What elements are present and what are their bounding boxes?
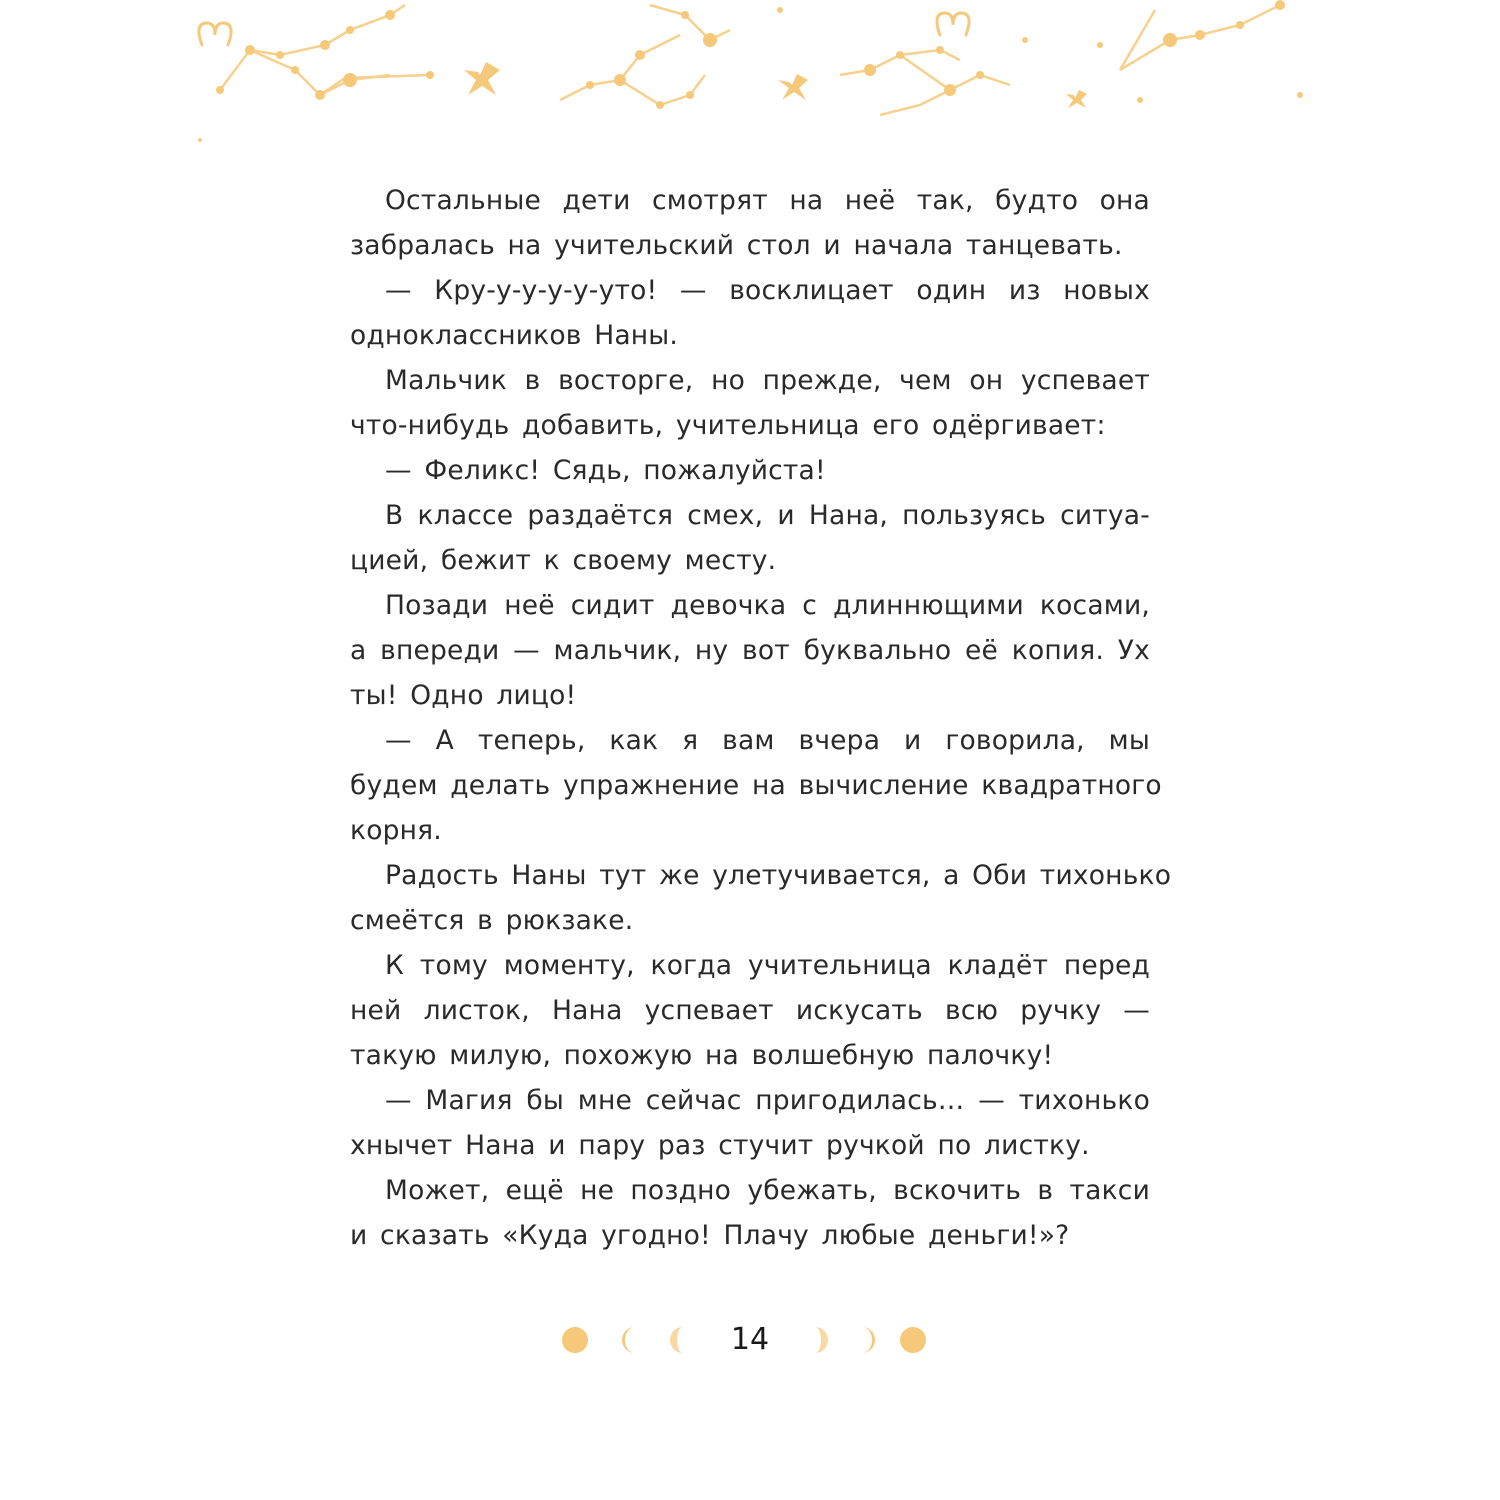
text-line: цией, бежит к своему месту.: [350, 545, 777, 576]
text-line: забралась на учительский стол и начала танцевать.: [350, 230, 1123, 261]
text-line: смеётся в рюкзаке.: [350, 905, 634, 936]
text-line: ней листок, Нана успевает искусать всю ручку —: [350, 995, 1150, 1026]
page-number: 14: [730, 1322, 770, 1357]
body-text: [350, 178, 1172, 1258]
text-line: а впереди — мальчик, ну вот буквально её копия. Ух: [350, 635, 1150, 666]
text-line: — Феликс! Сядь, пожалуйста!: [385, 455, 826, 486]
text-line: что-нибудь добавить, учительница его одёргивает:: [350, 410, 1106, 441]
text-line: Мальчик в восторге, но прежде, чем он успевает: [385, 365, 1150, 396]
text-line: — Магия бы мне сейчас пригодилась… — тихонько: [385, 1085, 1150, 1116]
text-line: и сказать «Куда угодно! Плачу любые деньги!»?: [350, 1220, 1070, 1251]
text-line: В классе раздаётся смех, и Нана, пользуясь ситуа-: [385, 500, 1150, 531]
text-line: корня.: [350, 815, 442, 846]
text-line: одноклассников Наны.: [350, 320, 679, 351]
text-line: Может, ещё не поздно убежать, вскочить в такси: [385, 1175, 1150, 1206]
text-line: Радость Наны тут же улетучивается, а Оби тихонько: [385, 860, 1172, 891]
constellation-decoration: [180, 0, 1320, 170]
text-line: хнычет Нана и пару раз стучит ручкой по листку.: [350, 1130, 1090, 1161]
text-line: Позади неё сидит девочка с длиннющими косами,: [385, 590, 1150, 621]
text-line: — Кру-у-у-у-у-уто! — восклицает один из новых: [385, 275, 1150, 306]
text-line: — А теперь, как я вам вчера и говорила, мы: [385, 725, 1150, 756]
text-line: Остальные дети смотрят на неё так, будто она: [385, 185, 1150, 216]
text-line: будем делать упражнение на вычисление квадратного: [350, 770, 1162, 801]
text-line: такую милую, похожую на волшебную палочку!: [350, 1040, 1054, 1071]
text-line: ты! Одно лицо!: [350, 680, 577, 711]
text-line: К тому моменту, когда учительница кладёт перед: [385, 950, 1150, 981]
page-footer: [550, 1318, 950, 1366]
